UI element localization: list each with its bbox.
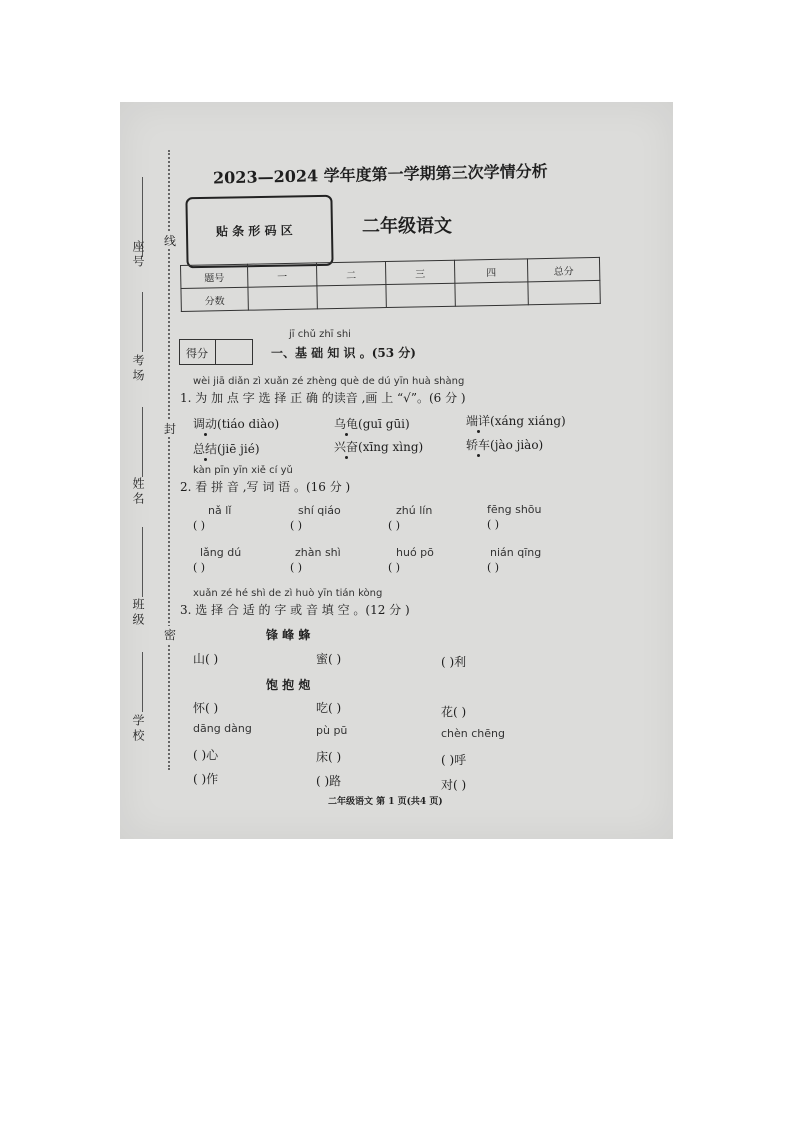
q1-item-word: 乌龟 — [334, 417, 359, 431]
scanned-page-photo — [120, 102, 673, 839]
q2-answer-blank[interactable]: ( ) — [388, 519, 401, 532]
score-header-cell: 总分 — [527, 257, 599, 281]
q2-answer-blank[interactable]: ( ) — [193, 519, 206, 532]
q1-item-options[interactable]: (xáng xiáng) — [490, 414, 566, 428]
q2-item-pinyin: nián qīng — [490, 546, 542, 559]
binding-room-label: 考场 — [131, 354, 145, 384]
score-cell[interactable] — [455, 282, 528, 306]
q2-item-pinyin: zhàn shì — [295, 546, 341, 559]
q2-answer-blank[interactable]: ( ) — [487, 561, 500, 574]
q3-fill-item[interactable]: ( )作 — [193, 772, 219, 786]
binding-secret-char: 密 — [164, 628, 177, 642]
binding-line-room — [142, 292, 143, 352]
q3-group2-chars: 饱 抱 炮 — [266, 678, 311, 692]
binding-line-school — [142, 652, 143, 712]
q2-text: 2. 看 拼 音 ,写 词 语 。(16 分 ) — [180, 480, 351, 494]
q1-item — [334, 438, 423, 455]
q2-answer-blank[interactable]: ( ) — [193, 561, 206, 574]
q2-answer-blank[interactable]: ( ) — [388, 561, 401, 574]
barcode-box — [185, 195, 333, 269]
binding-class-label: 班级 — [131, 598, 145, 628]
binding-school-label: 学校 — [131, 714, 145, 744]
q2-item-pinyin: shí qiáo — [298, 504, 341, 517]
q1-item — [466, 436, 543, 453]
q1-text: 1. 为 加 点 字 选 择 正 确 的读音 ,画 上 “√”。(6 分 ) — [180, 391, 466, 405]
section-score-label: 得分 — [186, 347, 208, 360]
q2-pinyin: kàn pīn yīn xiě cí yǔ — [193, 465, 293, 476]
q3-fill-item[interactable]: ( )路 — [316, 774, 342, 788]
q3-fill-item[interactable]: 对( ) — [441, 778, 467, 792]
q1-item — [334, 415, 410, 432]
binding-name-label: 姓名 — [131, 477, 145, 507]
score-cell[interactable] — [528, 280, 600, 304]
q1-item-options[interactable]: (guī gūi) — [358, 417, 410, 431]
score-cell[interactable] — [386, 283, 455, 307]
q3-fill-item[interactable]: ( )利 — [441, 655, 467, 669]
score-table — [180, 257, 601, 312]
q3-group1-chars: 锋 峰 蜂 — [266, 628, 311, 642]
q3-group3-pinyin: pù pū — [316, 724, 348, 737]
binding-line-char: 线 — [164, 234, 177, 248]
q3-group3-pinyin: chèn chēng — [441, 727, 505, 740]
section1-title: 一、基 础 知 识 。(53 分) — [271, 346, 416, 360]
q2-answer-blank[interactable]: ( ) — [290, 561, 303, 574]
binding-seat-label: 座号 — [131, 240, 145, 270]
q1-item-word: 轿车 — [466, 438, 491, 452]
section1-pinyin: jī chǔ zhī shi — [289, 329, 351, 340]
score-header-cell: 一 — [247, 263, 316, 287]
q3-fill-item[interactable]: 吃( ) — [316, 701, 342, 715]
score-header-cell: 题号 — [181, 264, 248, 288]
q1-item-word: 端详 — [466, 414, 491, 428]
q3-fill-item[interactable]: ( )呼 — [441, 753, 467, 767]
q1-item-word: 总结 — [193, 442, 218, 456]
section-score-box — [179, 339, 253, 365]
q1-item — [193, 415, 279, 432]
binding-line-class — [142, 527, 143, 597]
q2-item-pinyin: nǎ lǐ — [208, 504, 232, 517]
q1-item-word: 调动 — [193, 417, 218, 431]
q3-fill-item[interactable]: 蜜( ) — [316, 652, 342, 666]
q2-item-pinyin: fēng shōu — [487, 503, 542, 516]
q1-pinyin: wèi jiā diǎn zì xuǎn zé zhèng què de dú yīn huà shàng — [193, 376, 465, 387]
q3-fill-item[interactable]: ( )心 — [193, 748, 219, 762]
score-cell[interactable] — [248, 286, 317, 310]
q1-item-options[interactable]: (xīng xìng) — [358, 440, 424, 454]
q2-item-pinyin: zhú lín — [396, 504, 433, 517]
q1-item-word: 兴奋 — [334, 440, 359, 454]
score-row-label: 分数 — [181, 287, 248, 311]
q1-item-options[interactable]: (tiáo diào) — [217, 417, 280, 431]
binding-seal-char: 封 — [164, 422, 177, 436]
q2-answer-blank[interactable]: ( ) — [487, 518, 500, 531]
score-header-cell: 二 — [316, 262, 385, 286]
score-header-cell: 四 — [454, 259, 527, 283]
q3-pinyin: xuǎn zé hé shì de zì huò yīn tián kòng — [193, 588, 383, 599]
q2-item-pinyin: huó pō — [396, 546, 434, 559]
section-score-field[interactable] — [215, 340, 253, 364]
q3-fill-item[interactable]: 山( ) — [193, 652, 219, 666]
q2-item-pinyin: lǎng dú — [200, 546, 242, 559]
q3-text: 3. 选 择 合 适 的 字 或 音 填 空 。(12 分 ) — [180, 603, 410, 617]
q3-fill-item[interactable]: 床( ) — [316, 750, 342, 764]
subject-title: 二年级语文 — [362, 216, 452, 237]
score-header-cell: 三 — [385, 260, 454, 284]
q3-fill-item[interactable]: 怀( ) — [193, 701, 219, 715]
page-footer: 二年级语文 第 1 页(共4 页) — [328, 797, 443, 807]
q3-group3-pinyin: dāng dàng — [193, 722, 252, 735]
q1-item — [466, 412, 566, 429]
score-cell[interactable] — [317, 285, 386, 309]
barcode-label: 贴 条 形 码 区 — [215, 223, 293, 239]
binding-line-name — [142, 407, 143, 477]
q1-item-options[interactable]: (jiē jié) — [217, 442, 260, 456]
q2-answer-blank[interactable]: ( ) — [290, 519, 303, 532]
q1-item — [193, 440, 260, 457]
q3-fill-item[interactable]: 花( ) — [441, 705, 467, 719]
q1-item-options[interactable]: (jào jiào) — [490, 438, 544, 452]
exam-title: 2023—2024 学年度第一学期第三次学情分析 — [212, 161, 548, 188]
